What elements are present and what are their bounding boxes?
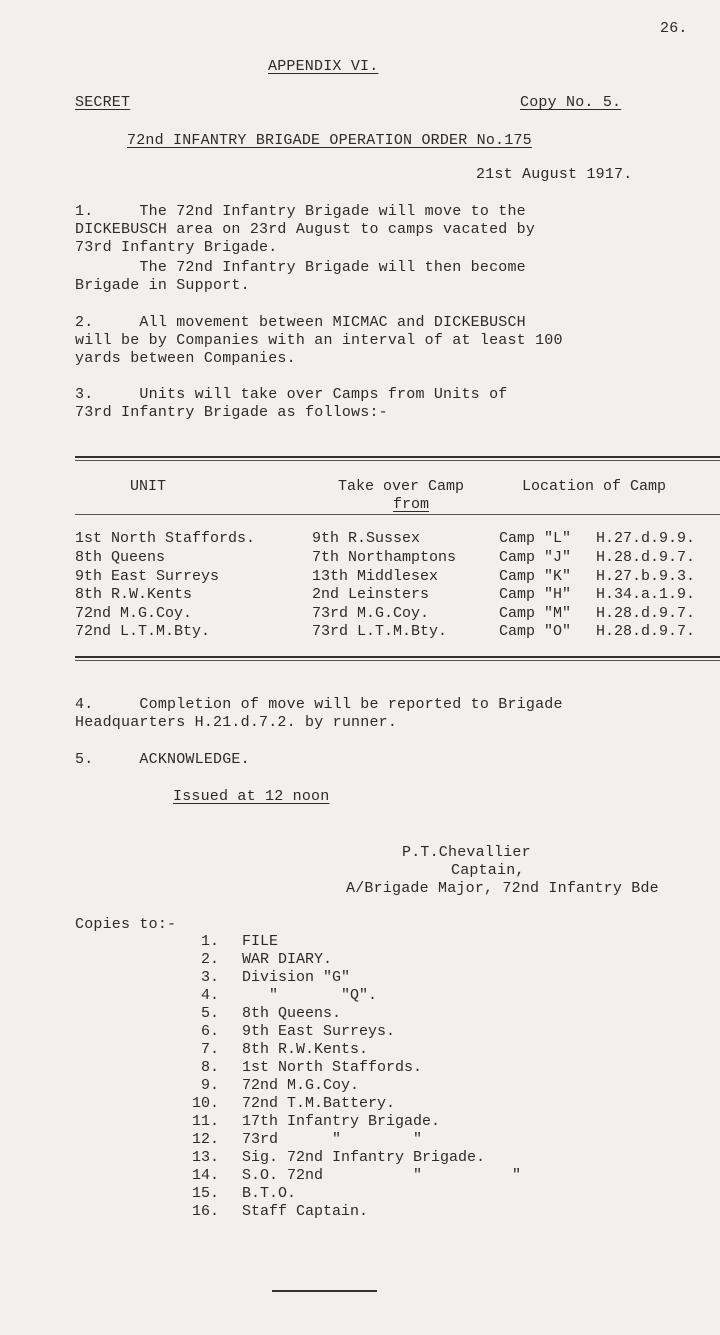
table-row bbox=[75, 549, 720, 567]
classification: SECRET bbox=[75, 94, 131, 111]
copy-number-label: 9. bbox=[200, 1077, 219, 1094]
copy-number-label: 1. bbox=[200, 933, 219, 950]
table-top-rule-2 bbox=[75, 460, 720, 461]
cell-from: 73rd M.G.Coy. bbox=[312, 605, 430, 622]
end-rule bbox=[272, 1290, 377, 1292]
para-5: 5. ACKNOWLEDGE. bbox=[75, 751, 250, 768]
cell-camp: Camp "K" bbox=[499, 568, 572, 585]
copy-number: Copy No. 5. bbox=[520, 94, 622, 111]
para-2-line-3: yards between Companies. bbox=[75, 350, 296, 367]
cell-camp: Camp "J" bbox=[499, 549, 572, 566]
cell-from: 7th Northamptons bbox=[312, 549, 457, 566]
issued-time: Issued at 12 noon bbox=[173, 788, 330, 805]
para-3-line-2: 73rd Infantry Brigade as follows:- bbox=[75, 404, 388, 421]
table-row bbox=[75, 530, 720, 548]
copy-recipient: Staff Captain. bbox=[242, 1203, 369, 1220]
cell-camp: Camp "L" bbox=[499, 530, 572, 547]
copy-number-label: 12. bbox=[191, 1131, 219, 1148]
cell-unit: 72nd M.G.Coy. bbox=[75, 605, 193, 622]
copy-number-label: 8. bbox=[200, 1059, 219, 1076]
cell-map-ref: H.27.b.9.3. bbox=[596, 568, 696, 585]
cell-map-ref: H.27.d.9.9. bbox=[596, 530, 696, 547]
cell-map-ref: H.34.a.1.9. bbox=[596, 586, 696, 603]
table-bottom-rule-2 bbox=[75, 660, 720, 661]
cell-map-ref: H.28.d.9.7. bbox=[596, 605, 696, 622]
cell-from: 2nd Leinsters bbox=[312, 586, 430, 603]
copy-recipient: Division "G" bbox=[242, 969, 351, 986]
copy-recipient: Sig. 72nd Infantry Brigade. bbox=[242, 1149, 486, 1166]
cell-unit: 8th R.W.Kents bbox=[75, 586, 193, 603]
list-item bbox=[185, 1005, 585, 1023]
copy-recipient: B.T.O. bbox=[242, 1185, 297, 1202]
copy-recipient: " "Q". bbox=[242, 987, 378, 1004]
list-item bbox=[185, 1095, 585, 1113]
cell-from: 73rd L.T.M.Bty. bbox=[312, 623, 448, 640]
copy-recipient: 8th Queens. bbox=[242, 1005, 342, 1022]
list-item bbox=[185, 1077, 585, 1095]
copy-number-label: 7. bbox=[200, 1041, 219, 1058]
list-item bbox=[185, 1041, 585, 1059]
cell-unit: 8th Queens bbox=[75, 549, 166, 566]
column-header-unit: UNIT bbox=[130, 478, 167, 495]
list-item bbox=[185, 969, 585, 987]
list-item bbox=[185, 951, 585, 969]
para-2-line-2: will be by Companies with an interval of at least 100 bbox=[75, 332, 563, 349]
para-1-line-3: 73rd Infantry Brigade. bbox=[75, 239, 278, 256]
cell-map-ref: H.28.d.9.7. bbox=[596, 549, 696, 566]
cell-unit: 9th East Surreys bbox=[75, 568, 220, 585]
cell-unit: 1st North Staffords. bbox=[75, 530, 256, 547]
para-1-line-2: DICKEBUSCH area on 23rd August to camps vacated by bbox=[75, 221, 536, 238]
copy-number-label: 10. bbox=[191, 1095, 219, 1112]
list-item bbox=[185, 1113, 585, 1131]
copy-recipient: 72nd T.M.Battery. bbox=[242, 1095, 396, 1112]
table-bottom-rule bbox=[75, 656, 720, 658]
list-item bbox=[185, 1185, 585, 1203]
list-item bbox=[185, 1149, 585, 1167]
cell-unit: 72nd L.T.M.Bty. bbox=[75, 623, 211, 640]
copy-recipient: 17th Infantry Brigade. bbox=[242, 1113, 441, 1130]
column-header-take-over-from: from bbox=[393, 496, 430, 513]
signature-role: A/Brigade Major, 72nd Infantry Bde bbox=[346, 880, 659, 897]
copy-recipient: 73rd " " bbox=[242, 1131, 423, 1148]
table-row bbox=[75, 605, 720, 623]
copy-number-label: 15. bbox=[191, 1185, 219, 1202]
copy-number-label: 5. bbox=[200, 1005, 219, 1022]
table-row bbox=[75, 623, 720, 641]
list-item bbox=[185, 987, 585, 1005]
para-3-line-1: 3. Units will take over Camps from Units of bbox=[75, 386, 508, 403]
copy-number-label: 6. bbox=[200, 1023, 219, 1040]
copy-recipient: 9th East Surreys. bbox=[242, 1023, 396, 1040]
cell-camp: Camp "O" bbox=[499, 623, 572, 640]
cell-map-ref: H.28.d.9.7. bbox=[596, 623, 696, 640]
copy-recipient: 8th R.W.Kents. bbox=[242, 1041, 369, 1058]
copy-number-label: 2. bbox=[200, 951, 219, 968]
list-item bbox=[185, 1203, 585, 1221]
column-header-location: Location of Camp bbox=[522, 478, 667, 495]
copy-recipient: WAR DIARY. bbox=[242, 951, 333, 968]
table-header-rule bbox=[75, 514, 720, 515]
para-1-line-1: 1. The 72nd Infantry Brigade will move to the bbox=[75, 203, 526, 220]
list-item bbox=[185, 933, 585, 951]
copy-number-label: 3. bbox=[200, 969, 219, 986]
para-1-line-5: Brigade in Support. bbox=[75, 277, 250, 294]
list-item bbox=[185, 1059, 585, 1077]
copy-recipient: S.O. 72nd " " bbox=[242, 1167, 522, 1184]
para-4-line-2: Headquarters H.21.d.7.2. by runner. bbox=[75, 714, 398, 731]
copy-number-label: 13. bbox=[191, 1149, 219, 1166]
table-top-rule bbox=[75, 456, 720, 458]
cell-from: 9th R.Sussex bbox=[312, 530, 421, 547]
copy-recipient: 72nd M.G.Coy. bbox=[242, 1077, 360, 1094]
copies-to-label: Copies to:- bbox=[75, 916, 177, 933]
table-row bbox=[75, 586, 720, 604]
cell-camp: Camp "H" bbox=[499, 586, 572, 603]
copy-recipient: FILE bbox=[242, 933, 279, 950]
table-row bbox=[75, 568, 720, 586]
copy-number-label: 14. bbox=[191, 1167, 219, 1184]
signature-rank: Captain, bbox=[451, 862, 525, 879]
appendix-heading: APPENDIX VI. bbox=[268, 58, 379, 75]
order-title: 72nd INFANTRY BRIGADE OPERATION ORDER No.175 bbox=[127, 132, 532, 149]
list-item bbox=[185, 1023, 585, 1041]
cell-from: 13th Middlesex bbox=[312, 568, 439, 585]
page-number: 26. bbox=[660, 20, 688, 37]
para-2-line-1: 2. All movement between MICMAC and DICKEBUSCH bbox=[75, 314, 526, 331]
para-1-line-4: The 72nd Infantry Brigade will then become bbox=[75, 259, 526, 276]
signature-name: P.T.Chevallier bbox=[402, 844, 531, 861]
cell-camp: Camp "M" bbox=[499, 605, 572, 622]
copy-number-label: 16. bbox=[191, 1203, 219, 1220]
copy-recipient: 1st North Staffords. bbox=[242, 1059, 423, 1076]
copy-number-label: 11. bbox=[191, 1113, 219, 1130]
list-item bbox=[185, 1167, 585, 1185]
order-date: 21st August 1917. bbox=[476, 166, 633, 183]
list-item bbox=[185, 1131, 585, 1149]
copy-number-label: 4. bbox=[200, 987, 219, 1004]
para-4-line-1: 4. Completion of move will be reported to Brigade bbox=[75, 696, 563, 713]
column-header-take-over: Take over Camp bbox=[338, 478, 465, 495]
